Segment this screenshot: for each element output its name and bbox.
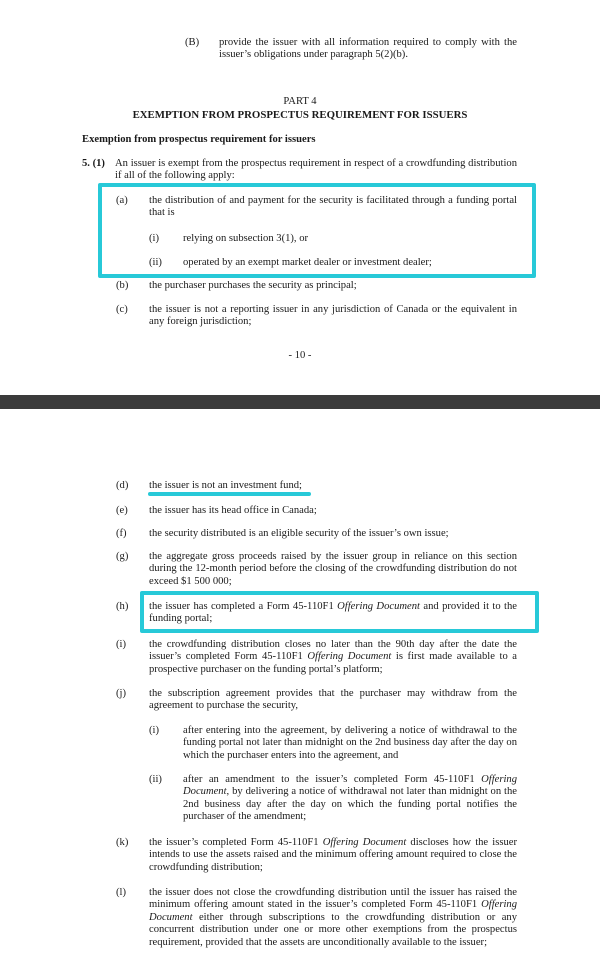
highlight-box: [140, 591, 539, 633]
subitem-text: after entering into the agreement, by delivering a notice of withdrawal to the funding portal not later than midnight on the 2nd business day after the day on which the purchaser enters into the agreement, and: [183, 725, 517, 761]
item-label: (k): [116, 837, 129, 848]
item-label: (h): [116, 601, 129, 612]
item-label: (B): [185, 37, 200, 48]
item-label: (d): [116, 480, 129, 491]
item-label: (b): [116, 280, 129, 291]
item-text: the distribution of and payment for the security is facilitated through a funding portal that is: [149, 195, 517, 219]
item-label: (l): [116, 887, 126, 898]
item-text: the issuer has completed a Form 45-110F1 Offering Document and provided it to the funding portal;: [149, 601, 517, 625]
subitem-label: (i): [149, 233, 159, 244]
item-text: the subscription agreement provides that the purchaser may withdraw from the agreement to purchase the security,: [149, 688, 517, 712]
item-label: (e): [116, 505, 128, 516]
item-label: (g): [116, 551, 129, 562]
document-page-11: [0, 409, 600, 960]
section-number: 5. (1): [82, 158, 105, 169]
section-intro: An issuer is exempt from the prospectus requirement in respect of a crowdfunding distribution if all of the following apply:: [115, 158, 517, 182]
item-text: the crowdfunding distribution closes no later than the 90th day after the date the issuer’s completed Form 45-110F1 Offering Document is first made available to a prospective purchaser on the funding portal’s platform;: [149, 639, 518, 675]
subitem-label: (i): [149, 725, 159, 736]
item-text: provide the issuer with all information required to comply with the issuer’s obligations under paragraph 5(2)(b).: [219, 37, 517, 61]
page-number: - 10 -: [288, 350, 312, 361]
item-label: (j): [116, 688, 126, 699]
subitem-text: after an amendment to the issuer’s completed Form 45-110F1 Offering Document, by delivering a notice of withdrawal not later than midnight on the 2nd business day after the day on which the funding portal notifies the purchaser of the amendment;: [183, 774, 517, 823]
item-text: the aggregate gross proceeds raised by the issuer group in reliance on this section during the 12-month period before the closing of the crowdfunding distribution do not exceed $1 500 000;: [149, 551, 517, 587]
part-heading: PART 4: [283, 96, 317, 107]
item-text: the issuer’s completed Form 45-110F1 Offering Document discloses how the issuer intends to use the assets raised and the minimum offering amount required to close the crowdfunding distribution;: [149, 837, 517, 873]
item-label: (c): [116, 304, 128, 315]
item-label: (i): [116, 639, 126, 650]
subitem-text: relying on subsection 3(1), or: [183, 233, 309, 244]
part-title: EXEMPTION FROM PROSPECTUS REQUIREMENT FOR ISSUERS: [132, 109, 468, 121]
subitem-text: operated by an exempt market dealer or investment dealer;: [183, 257, 432, 268]
document-page-10: [0, 0, 600, 395]
item-label: (f): [116, 528, 127, 539]
item-text: the issuer has its head office in Canada;: [149, 505, 317, 516]
subitem-label: (ii): [149, 257, 162, 268]
section-heading: Exemption from prospectus requirement for issuers: [82, 134, 316, 145]
item-label: (a): [116, 195, 128, 206]
item-text: the issuer is not a reporting issuer in any jurisdiction of Canada or the equivalent in any foreign jurisdiction;: [149, 304, 517, 328]
item-text: the purchaser purchases the security as principal;: [149, 280, 357, 291]
subitem-label: (ii): [149, 774, 162, 785]
highlight-box: [98, 183, 536, 278]
item-text: the issuer is not an investment fund;: [149, 480, 302, 491]
item-text: the security distributed is an eligible security of the issuer’s own issue;: [149, 528, 449, 539]
highlight-underline: [148, 492, 311, 496]
item-text: the issuer does not close the crowdfunding distribution until the issuer has raised the minimum offering amount stated in the issuer’s completed Form 45-110F1 Offering Document either through subscriptions to the crowdfunding distribution or any concurrent distribution under one or more other exemptions from the prospectus requirement, provided that the assets are unconditionally available to the issuer;: [149, 887, 517, 948]
